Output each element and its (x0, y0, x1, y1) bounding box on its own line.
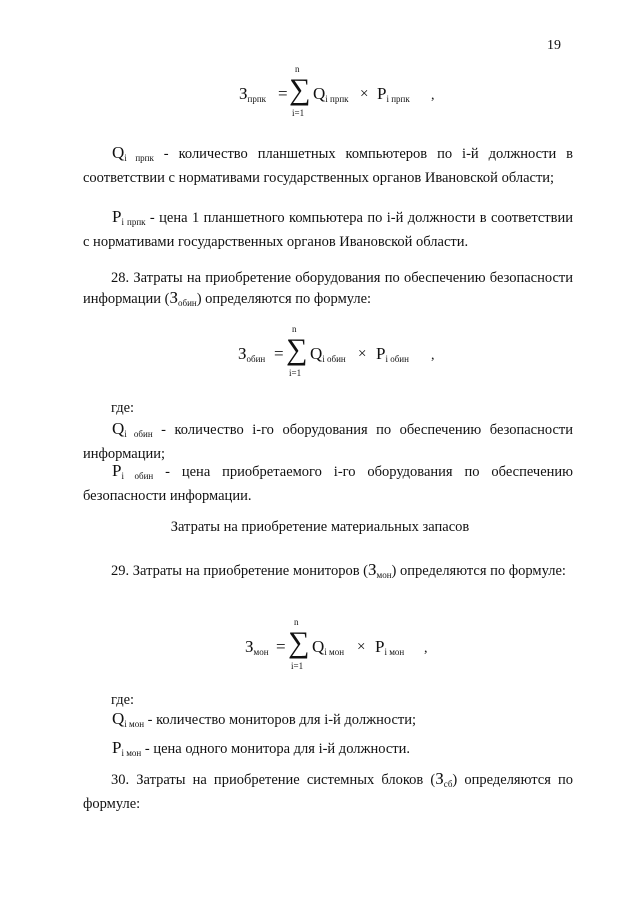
times-sign: × (360, 86, 369, 102)
formula-lhs-sub: прпк (247, 94, 267, 104)
sigma-icon: ∑ (288, 626, 310, 659)
sigma-icon: ∑ (289, 73, 311, 106)
item-28: 28. Затраты на приобретение оборудования по обеспечению безопасности информации $(З_{обин})$ определяются по формуле: (83, 270, 573, 308)
definition-p-mon: $P_{i мон}$ - цена одного монитора для i-й должности. (112, 738, 411, 758)
times-sign: × (358, 346, 367, 362)
formula-mon: $З_{мон}$ = n ∑ i=1 $Q_{i мон}$ × $P_{i мон}$ , (245, 617, 428, 671)
item-29: 29. Затраты на приобретение мониторов $(З_{мон})$ определяются по формуле: (111, 560, 566, 580)
equals-sign: = (276, 637, 286, 656)
equals-sign: = (274, 344, 284, 363)
definition-q-mon: $Q_{i мон}$ - количество мониторов для i-й должности; (112, 709, 417, 729)
item-30: 30. Затраты на приобретение системных блоков $(З_{сб})$ определяются по формуле: (83, 769, 573, 812)
sum-lower-limit: i=1 (292, 108, 305, 118)
page-number: 19 (547, 38, 561, 53)
sigma-icon: ∑ (286, 333, 308, 366)
formula-comma: , (431, 88, 435, 103)
formula-p: P (377, 84, 387, 103)
definition-q-prpk: $Q_{i прпк}$ - количество планшетных компьютеров по i-й должности в соответствии с нормативами государственных органов Ивановской области; (83, 143, 573, 186)
definition-p-prpk: $P_{i прпк}$ - цена 1 планшетного компьютера по i-й должности в соответствии с нормативами государственных органов Ивановской области. (83, 207, 573, 250)
where-label: где: (111, 692, 135, 708)
definition-p-obin: $P_{i обин}$ - цена приобретаемого i-го оборудования по обеспечению безопасности информации. (83, 461, 573, 504)
definition-q-obin: $Q_{i обин}$ - количество i-го оборудования по обеспечению безопасности информации; (83, 419, 573, 462)
formula-q-sub: i прпк (325, 94, 349, 104)
formula-q: Q (313, 84, 326, 103)
formula-prpk (0, 62, 640, 132)
times-sign: × (357, 639, 366, 655)
sum-upper-limit: n (295, 64, 300, 74)
formula-lhs: З (239, 84, 248, 103)
equals-sign: = (278, 84, 288, 103)
formula-obin: $З_{обин}$ = n ∑ i=1 $Q_{i обин}$ × $P_{i обин}$ , (238, 324, 435, 378)
formula-p-sub: i прпк (386, 94, 410, 104)
where-label: где: (111, 400, 135, 416)
section-heading: Затраты на приобретение материальных запасов (170, 519, 470, 535)
